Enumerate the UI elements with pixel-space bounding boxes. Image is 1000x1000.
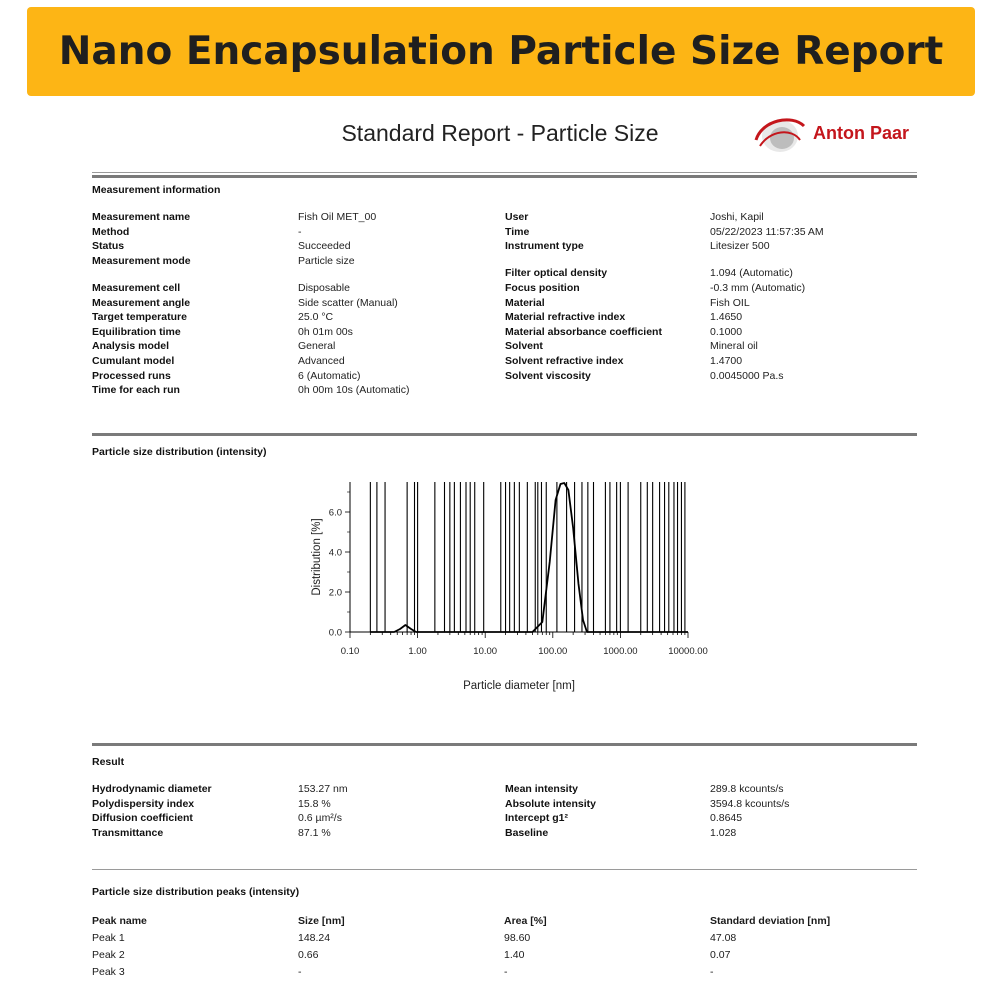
- measurement-section-title: Measurement information: [92, 184, 221, 196]
- label: Hydrodynamic diameter: [92, 783, 212, 795]
- result-left-labels: [92, 782, 212, 840]
- label: Diffusion coefficient: [92, 812, 193, 825]
- label: Transmittance: [92, 826, 164, 839]
- label: Absolute intensity: [505, 797, 597, 810]
- value: 0.6 µm²/s: [298, 812, 342, 825]
- x-tick-label: 1000.00: [603, 646, 638, 657]
- value: Succeeded: [298, 240, 351, 253]
- y-tick-label: 2.0: [328, 587, 342, 599]
- label: Measurement angle: [92, 296, 191, 309]
- value: Disposable: [298, 281, 350, 294]
- measurement-left-labels: [92, 210, 191, 398]
- divider: [92, 175, 917, 178]
- value: Litesizer 500: [710, 240, 770, 253]
- table-cell: Peak 2: [92, 949, 125, 961]
- column-header: Area [%]: [504, 915, 547, 927]
- x-tick-label: 0.10: [340, 646, 360, 657]
- result-left-values: [298, 782, 348, 840]
- x-axis-label: Particle diameter [nm]: [463, 680, 575, 692]
- table-cell: Peak 1: [92, 932, 125, 944]
- value: Particle size: [298, 254, 355, 267]
- label: Solvent refractive index: [505, 354, 624, 367]
- label: Status: [92, 240, 125, 253]
- table-row: [92, 930, 916, 947]
- table-header-row: [92, 913, 916, 930]
- y-tick-label: 4.0: [328, 547, 342, 559]
- value: Side scatter (Manual): [298, 296, 398, 309]
- table-cell: 0.66: [298, 949, 319, 961]
- label: Baseline: [505, 826, 549, 839]
- column-header: Standard deviation [nm]: [710, 915, 831, 927]
- x-tick-label: 10.00: [473, 646, 498, 657]
- label: Cumulant model: [92, 354, 175, 367]
- measurement-right-values: [710, 210, 824, 383]
- label: Polydispersity index: [92, 797, 195, 810]
- x-tick-label: 100.00: [538, 646, 568, 657]
- label: Solvent: [505, 340, 543, 353]
- label: Processed runs: [92, 369, 171, 382]
- label: Measurement cell: [92, 281, 181, 294]
- peaks-table: [92, 913, 916, 981]
- label: Mean intensity: [505, 783, 578, 795]
- value: Mineral oil: [710, 340, 758, 353]
- measurement-left-values: [298, 210, 409, 398]
- x-tick-label: 1.00: [408, 646, 427, 657]
- label: Solvent viscosity: [505, 369, 591, 382]
- value: 0.8645: [710, 812, 743, 825]
- result-right-labels: [505, 782, 596, 840]
- banner-title: Nano Encapsulation Particle Size Report: [58, 29, 944, 74]
- column-header: Peak name: [92, 915, 147, 927]
- divider: [92, 869, 917, 870]
- label: Time for each run: [92, 384, 180, 397]
- x-tick-label: 10000.00: [668, 646, 708, 657]
- label: Time: [505, 225, 530, 238]
- label: Filter optical density: [505, 267, 608, 280]
- table-row: [92, 964, 916, 981]
- value: Fish OIL: [710, 296, 750, 309]
- value: 153.27 nm: [298, 783, 348, 795]
- measurement-right-labels: [505, 210, 662, 383]
- value: Advanced: [298, 354, 345, 367]
- label: Intercept g1²: [505, 812, 569, 825]
- divider: [92, 743, 917, 746]
- label: User: [505, 211, 529, 223]
- label: Focus position: [505, 281, 580, 294]
- table-cell: 1.40: [504, 949, 525, 961]
- table-cell: 98.60: [504, 932, 531, 944]
- label: Instrument type: [505, 240, 584, 253]
- column-header: Size [nm]: [298, 915, 345, 927]
- value: General: [298, 340, 336, 353]
- value: Fish Oil MET_00: [298, 211, 377, 223]
- divider: [92, 172, 917, 173]
- table-cell: -: [298, 966, 302, 978]
- report-title: Standard Report - Particle Size: [341, 120, 659, 146]
- y-tick-label: 6.0: [328, 507, 342, 519]
- value: 25.0 °C: [298, 311, 334, 324]
- value: 1.028: [710, 826, 737, 839]
- value: 1.4650: [710, 311, 743, 324]
- label: Analysis model: [92, 340, 170, 353]
- value: -: [298, 225, 302, 238]
- y-tick-label: 0.0: [328, 627, 342, 639]
- value: 05/22/2023 11:57:35 AM: [710, 225, 824, 238]
- peaks-section-title: Particle size distribution peaks (intensity): [92, 886, 300, 898]
- label: Target temperature: [92, 311, 187, 324]
- value: 15.8 %: [298, 797, 331, 810]
- label: Material: [505, 296, 545, 309]
- value: 3594.8 kcounts/s: [710, 797, 790, 810]
- distribution-chart: [290, 470, 730, 700]
- label: Measurement name: [92, 211, 191, 223]
- value: 289.8 kcounts/s: [710, 783, 784, 795]
- value: 0h 00m 10s (Automatic): [298, 384, 410, 397]
- value: 87.1 %: [298, 826, 331, 839]
- value: 0h 01m 00s: [298, 325, 353, 338]
- value: 0.1000: [710, 325, 743, 338]
- value: -0.3 mm (Automatic): [710, 281, 806, 294]
- table-cell: 0.07: [710, 949, 731, 961]
- title-banner: [27, 7, 975, 96]
- label: Equilibration time: [92, 325, 181, 338]
- table-cell: Peak 3: [92, 966, 125, 978]
- divider: [92, 433, 917, 436]
- value: Joshi, Kapil: [710, 211, 764, 223]
- result-section-title: Result: [92, 756, 125, 768]
- value: 0.0045000 Pa.s: [710, 369, 784, 382]
- table-cell: 148.24: [298, 932, 331, 944]
- label: Material absorbance coefficient: [505, 325, 662, 338]
- label: Method: [92, 225, 130, 238]
- value: 1.4700: [710, 354, 743, 367]
- table-cell: -: [710, 966, 714, 978]
- result-right-values: [710, 782, 789, 840]
- label: Material refractive index: [505, 311, 626, 324]
- table-cell: 47.08: [710, 932, 737, 944]
- table-row: [92, 947, 916, 964]
- value: 6 (Automatic): [298, 369, 361, 382]
- y-axis-label: Distribution [%]: [311, 518, 323, 596]
- label: Measurement mode: [92, 254, 191, 267]
- value: 1.094 (Automatic): [710, 267, 793, 280]
- table-cell: -: [504, 966, 508, 978]
- brand-name: Anton Paar: [813, 123, 910, 143]
- distribution-section-title: Particle size distribution (intensity): [92, 446, 267, 458]
